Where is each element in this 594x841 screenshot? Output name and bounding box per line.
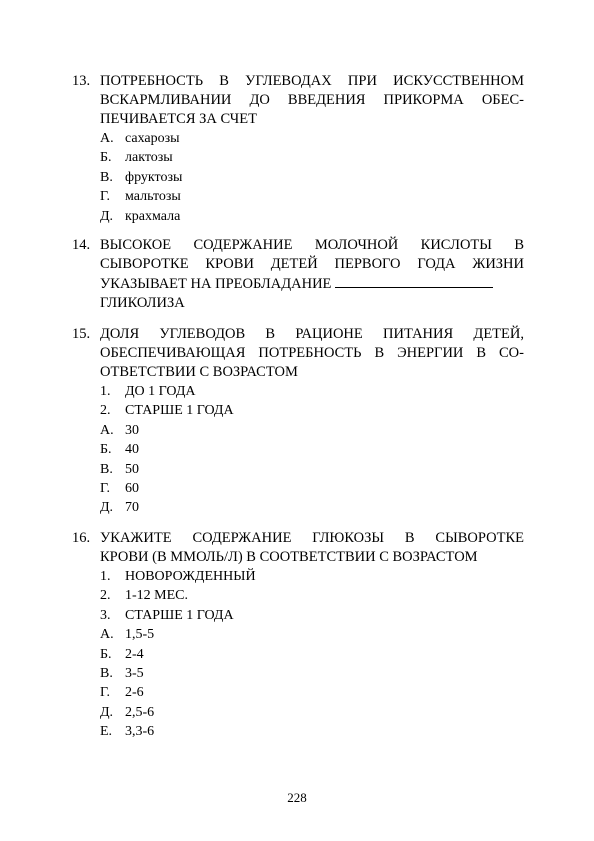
option-key: 1. (100, 569, 111, 584)
option-key: Д. (100, 704, 114, 720)
option-item (72, 645, 524, 664)
question-line-text: УКАЗЫВАЕТ НА ПРЕОБЛАДАНИЕ (100, 276, 332, 292)
option-value: фруктозы (125, 169, 183, 185)
option-key: Б. (100, 150, 112, 166)
option-key: Д. (100, 500, 114, 516)
option-item (72, 586, 524, 605)
answer-options (72, 567, 524, 742)
question-number: 16. (72, 530, 91, 546)
option-value: 3-5 (125, 666, 144, 682)
question-line: ОТВЕТСТВИИ С ВОЗРАСТОМ (100, 364, 298, 380)
question-15 (72, 325, 524, 518)
option-key: А. (100, 627, 114, 643)
option-value: мальтозы (125, 189, 181, 205)
option-item (72, 664, 524, 683)
question-number: 15. (72, 326, 91, 342)
question-line (100, 274, 524, 294)
option-value: 2-6 (125, 685, 144, 701)
option-value: лактозы (125, 150, 173, 166)
option-item (72, 567, 524, 586)
question-stem (72, 72, 524, 129)
option-key: 2. (100, 403, 111, 419)
option-key: Б. (100, 442, 112, 458)
question-text (100, 72, 524, 129)
option-item (72, 168, 524, 187)
option-key: 2. (100, 588, 111, 604)
option-value: крахмала (125, 208, 181, 224)
option-value: 30 (125, 422, 139, 438)
option-value: 1,5-5 (125, 627, 155, 643)
question-line: ОБЕСПЕЧИВАЮЩАЯ ПОТРЕБНОСТЬ В ЭНЕРГИИ В СО- (100, 345, 524, 361)
option-value: СТАРШЕ 1 ГОДА (125, 607, 234, 623)
question-13 (72, 72, 524, 226)
question-stem (72, 325, 524, 382)
option-key: 3. (100, 607, 111, 623)
option-item (72, 148, 524, 167)
question-line: ПЕЧИВАЕТСЯ ЗА СЧЕТ (100, 111, 257, 127)
question-stem (72, 529, 524, 567)
option-item (72, 683, 524, 702)
question-line: КРОВИ (В ММОЛЬ/Л) В СООТВЕТСТВИИ С ВОЗРАСТОМ (100, 549, 478, 565)
question-text (100, 325, 524, 382)
option-value: 60 (125, 481, 139, 497)
question-16 (72, 529, 524, 742)
option-item (72, 421, 524, 440)
option-item (72, 440, 524, 459)
question-line: ВЫСОКОЕ СОДЕРЖАНИЕ МОЛОЧНОЙ КИСЛОТЫ В (100, 237, 524, 253)
question-14 (72, 236, 524, 313)
question-line: ПОТРЕБНОСТЬ В УГЛЕВОДАХ ПРИ ИСКУССТВЕННОМ (100, 73, 524, 89)
option-key: В. (100, 461, 113, 477)
option-item (72, 460, 524, 479)
question-line: ГЛИКОЛИЗА (100, 295, 185, 311)
option-value: 70 (125, 500, 139, 516)
question-line: УКАЖИТЕ СОДЕРЖАНИЕ ГЛЮКОЗЫ В СЫВОРОТКЕ (100, 530, 524, 546)
option-value: 40 (125, 442, 139, 458)
option-item (72, 479, 524, 498)
question-line: ДОЛЯ УГЛЕВОДОВ В РАЦИОНЕ ПИТАНИЯ ДЕТЕЙ, (100, 326, 524, 342)
option-value: 1-12 МЕС. (125, 588, 188, 604)
option-item (72, 207, 524, 226)
page-number: 228 (287, 790, 307, 805)
question-line: СЫВОРОТКЕ КРОВИ ДЕТЕЙ ПЕРВОГО ГОДА ЖИЗНИ (100, 256, 524, 272)
option-key: А. (100, 131, 114, 146)
question-text (100, 529, 524, 567)
option-value: 3,3-6 (125, 724, 155, 740)
answer-blank[interactable] (335, 274, 493, 288)
option-item (72, 129, 524, 148)
option-item (72, 606, 524, 625)
option-value: ДО 1 ГОДА (125, 384, 196, 399)
option-key: 1. (100, 384, 111, 399)
question-stem (72, 236, 524, 313)
option-item (72, 401, 524, 420)
question-line: ВСКАРМЛИВАНИИ ДО ВВЕДЕНИЯ ПРИКОРМА ОБЕС- (100, 92, 524, 108)
option-key: Е. (100, 724, 113, 740)
option-value: 50 (125, 461, 139, 477)
option-key: Г. (100, 685, 111, 701)
option-key: А. (100, 422, 114, 438)
option-value: сахарозы (125, 131, 180, 146)
option-key: В. (100, 169, 113, 185)
option-item (72, 382, 524, 401)
question-text (100, 236, 524, 313)
option-key: Г. (100, 189, 111, 205)
option-value: НОВОРОЖДЕННЫЙ (125, 569, 256, 584)
answer-options (72, 129, 524, 226)
option-item (72, 703, 524, 722)
option-key: Д. (100, 208, 114, 224)
option-item (72, 722, 524, 741)
option-value: СТАРШЕ 1 ГОДА (125, 403, 234, 419)
option-item (72, 625, 524, 644)
option-key: Б. (100, 646, 112, 662)
question-number: 14. (72, 237, 91, 253)
option-item (72, 187, 524, 206)
question-number: 13. (72, 73, 91, 89)
option-value: 2-4 (125, 646, 144, 662)
option-key: В. (100, 666, 113, 682)
option-value: 2,5-6 (125, 704, 155, 720)
answer-options (72, 382, 524, 518)
option-key: Г. (100, 481, 111, 497)
option-item (72, 498, 524, 517)
